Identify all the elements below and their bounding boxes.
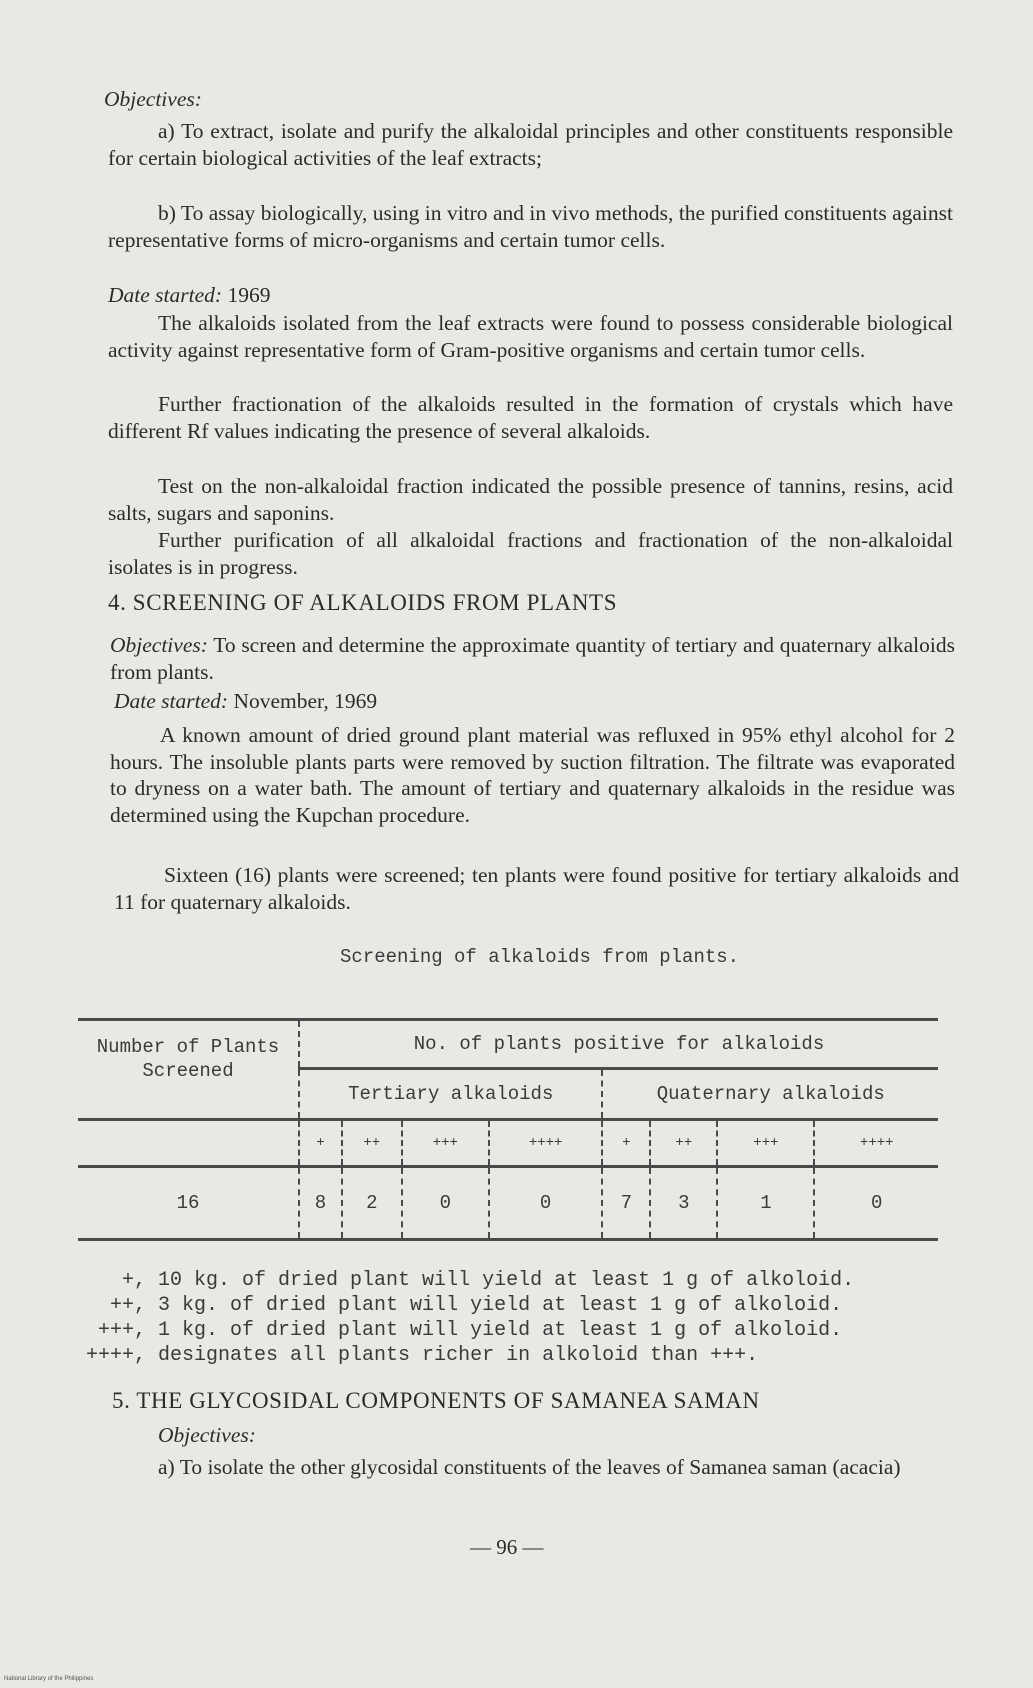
objectives-label: Objectives:	[158, 1423, 256, 1447]
objectives-label	[104, 86, 949, 113]
subheader-cell: ++	[650, 1120, 717, 1167]
cell-value: 1	[717, 1167, 814, 1240]
table-header-row	[78, 1020, 938, 1069]
legend-symbol: ++,	[109, 1294, 146, 1317]
table-caption: Screening of alkaloids from plants.	[340, 946, 740, 968]
cell-value: 0	[402, 1167, 489, 1240]
section-heading-4: 4. SCREENING OF ALKALOIDS FROM PLANTS	[108, 590, 618, 615]
paragraph: Sixteen (16) plants were screened; ten plants were found positive for tertiary alkaloids and 11 for quaternary alkaloids.	[114, 863, 959, 914]
section5-objective-a: a) To isolate the other glycosidal constituents of the leaves of Samanea saman (acacia)	[158, 1455, 901, 1479]
objective-a: a) To extract, isolate and purify the alkaloidal principles and other constituents responsible for certain biological activities of the leaf extracts;	[108, 119, 953, 170]
legend-text: designates all plants richer in alkoloid than +++.	[158, 1344, 759, 1367]
cell-value: 0	[489, 1167, 603, 1240]
paragraph: Test on the non-alkaloidal fraction indicated the possible presence of tannins, resins, acid salts, sugars and saponins.	[108, 474, 953, 525]
section5-objectives-label	[158, 1422, 1003, 1449]
section4-objectives	[110, 632, 955, 685]
table-subheader-row	[78, 1120, 938, 1167]
date-started-label: Date started:	[108, 283, 223, 307]
cell-screened: 16	[176, 1192, 200, 1214]
objectives-text: To screen and determine the approximate quantity of tertiary and quaternary alkaloids from plants.	[110, 633, 955, 684]
cell-value: 7	[602, 1167, 650, 1240]
cell-value: 3	[650, 1167, 717, 1240]
paragraph: Further purification of all alkaloidal fractions and fractionation of the non-alkaloidal isolates is in progress.	[108, 528, 953, 579]
objectives-label: Objectives:	[110, 633, 208, 657]
objectives-label-text: Objectives:	[104, 87, 202, 111]
cell-value: 8	[299, 1167, 342, 1240]
legend-symbol: +,	[121, 1269, 146, 1292]
paragraph: A known amount of dried ground plant material was refluxed in 95% ethyl alcohol for 2 hours. The insoluble plants parts were removed by suction filtration. The filtrate was evaporated to dryness on a water bath. The amount of tertiary and quaternary alkaloids in the residue was determined using the Kupchan procedure.	[110, 723, 955, 827]
legend-text: 10 kg. of dried plant will yield at least 1 g of alkoloid.	[158, 1269, 855, 1292]
legend-item	[58, 1268, 854, 1293]
col-positive-header: No. of plants positive for alkaloids	[299, 1020, 938, 1069]
date-started-label: Date started:	[114, 689, 229, 713]
legend-symbol: +++,	[97, 1319, 146, 1342]
subheader-cell: +	[299, 1120, 342, 1167]
group-quaternary-header: Quaternary alkaloids	[602, 1069, 938, 1120]
source-tag: National Library of the Philippines	[4, 1676, 94, 1682]
subheader-cell: ++++	[814, 1120, 938, 1167]
date-started-value: 1969	[227, 283, 271, 307]
legend-text: 1 kg. of dried plant will yield at least 1 g of alkoloid.	[158, 1319, 843, 1342]
table-row	[78, 1167, 938, 1240]
subheader-cell: ++++	[489, 1120, 603, 1167]
paragraph: The alkaloids isolated from the leaf extracts were found to possess considerable biological activity against representative form of Gram-positive organisms and certain tumor cells.	[108, 311, 953, 362]
table-legend	[58, 1268, 854, 1368]
subheader-cell: ++	[342, 1120, 402, 1167]
cell-value: 0	[814, 1167, 938, 1240]
page-number: — 96 —	[470, 1535, 544, 1559]
date-started-value: November, 1969	[233, 689, 378, 713]
legend-item	[58, 1343, 854, 1368]
section4-date	[114, 688, 959, 715]
subheader-cell: +++	[402, 1120, 489, 1167]
alkaloid-screening-table	[78, 1018, 938, 1241]
col-plants-header: Number of Plants Screened	[96, 1036, 280, 1082]
subheader-cell: +	[602, 1120, 650, 1167]
objective-b: b) To assay biologically, using in vitro and in vivo methods, the purified constituents against representative forms of micro-organisms and certain tumor cells.	[108, 201, 953, 252]
cell-value: 2	[342, 1167, 402, 1240]
subheader-cell: +++	[717, 1120, 814, 1167]
section-heading-5: 5. THE GLYCOSIDAL COMPONENTS OF SAMANEA SAMAN	[112, 1388, 760, 1413]
legend-text: 3 kg. of dried plant will yield at least 1 g of alkoloid.	[158, 1294, 843, 1317]
legend-item	[58, 1293, 854, 1318]
legend-item	[58, 1318, 854, 1343]
date-started	[108, 282, 953, 309]
legend-symbol: ++++,	[85, 1344, 146, 1367]
group-tertiary-header: Tertiary alkaloids	[299, 1069, 602, 1120]
subheader-blank	[78, 1120, 299, 1167]
paragraph: Further fractionation of the alkaloids resulted in the formation of crystals which have different Rf values indicating the presence of several alkaloids.	[108, 392, 953, 443]
